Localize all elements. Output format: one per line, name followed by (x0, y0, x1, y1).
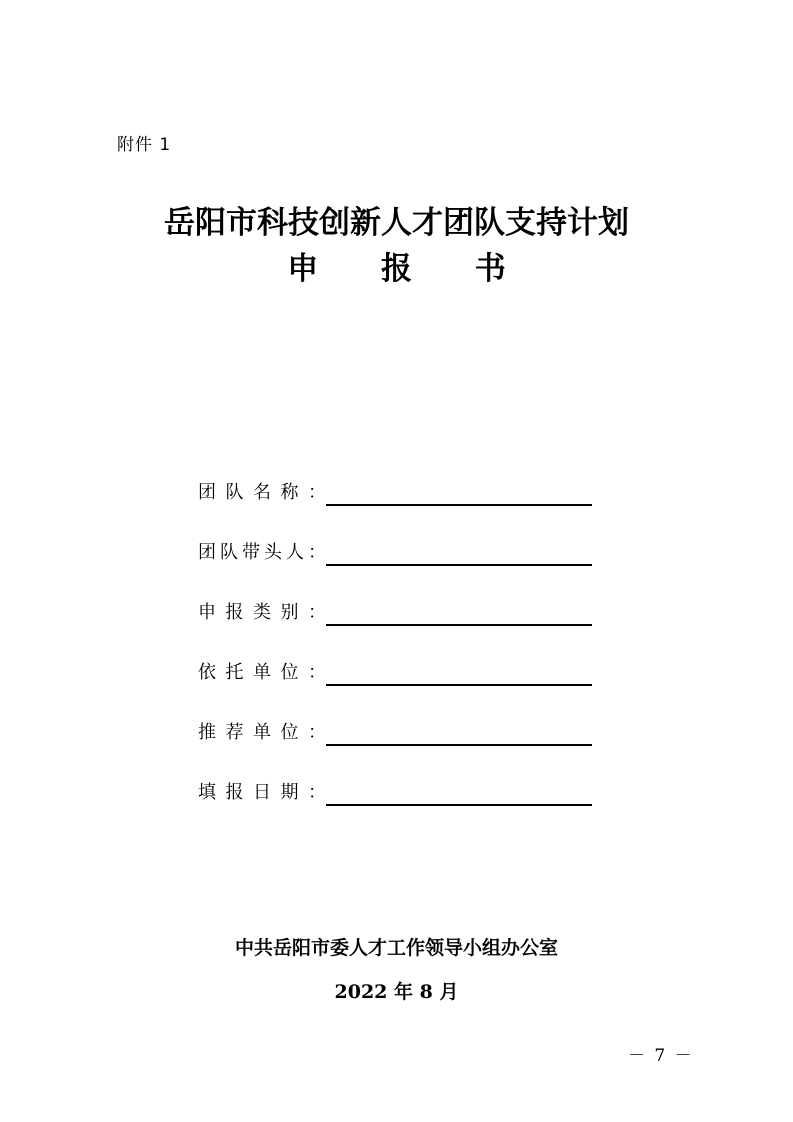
page-number: － 7 － (628, 1046, 694, 1066)
team-leader-label: 团队带头人： (198, 542, 326, 563)
team-name-field[interactable] (326, 504, 592, 506)
form-row-team-name (198, 448, 598, 508)
document-title: 岳阳市科技创新人才团队支持计划 (164, 205, 629, 241)
document-subtitle: 申 报 书 (287, 251, 532, 287)
category-field[interactable] (326, 624, 592, 626)
attachment-label: 附件 1 (117, 135, 172, 155)
form-row-team-leader (198, 508, 598, 568)
form-row-category (198, 568, 598, 628)
application-form (198, 448, 598, 808)
form-row-host-unit (198, 628, 598, 688)
issue-date: 2022 年 8 月 (334, 981, 459, 1003)
category-label: 申报类别： (198, 602, 326, 623)
form-row-fill-date (198, 748, 598, 808)
fill-date-field[interactable] (326, 804, 592, 806)
host-unit-field[interactable] (326, 684, 592, 686)
recommending-unit-label: 推荐单位： (198, 722, 326, 743)
recommending-unit-field[interactable] (326, 744, 592, 746)
issuer-name: 中共岳阳市委人才工作领导小组办公室 (234, 937, 558, 959)
form-row-recommending-unit (198, 688, 598, 748)
host-unit-label: 依托单位： (198, 662, 326, 683)
team-leader-field[interactable] (326, 564, 592, 566)
fill-date-label: 填报日期： (198, 782, 326, 803)
team-name-label: 团队名称： (198, 482, 326, 503)
